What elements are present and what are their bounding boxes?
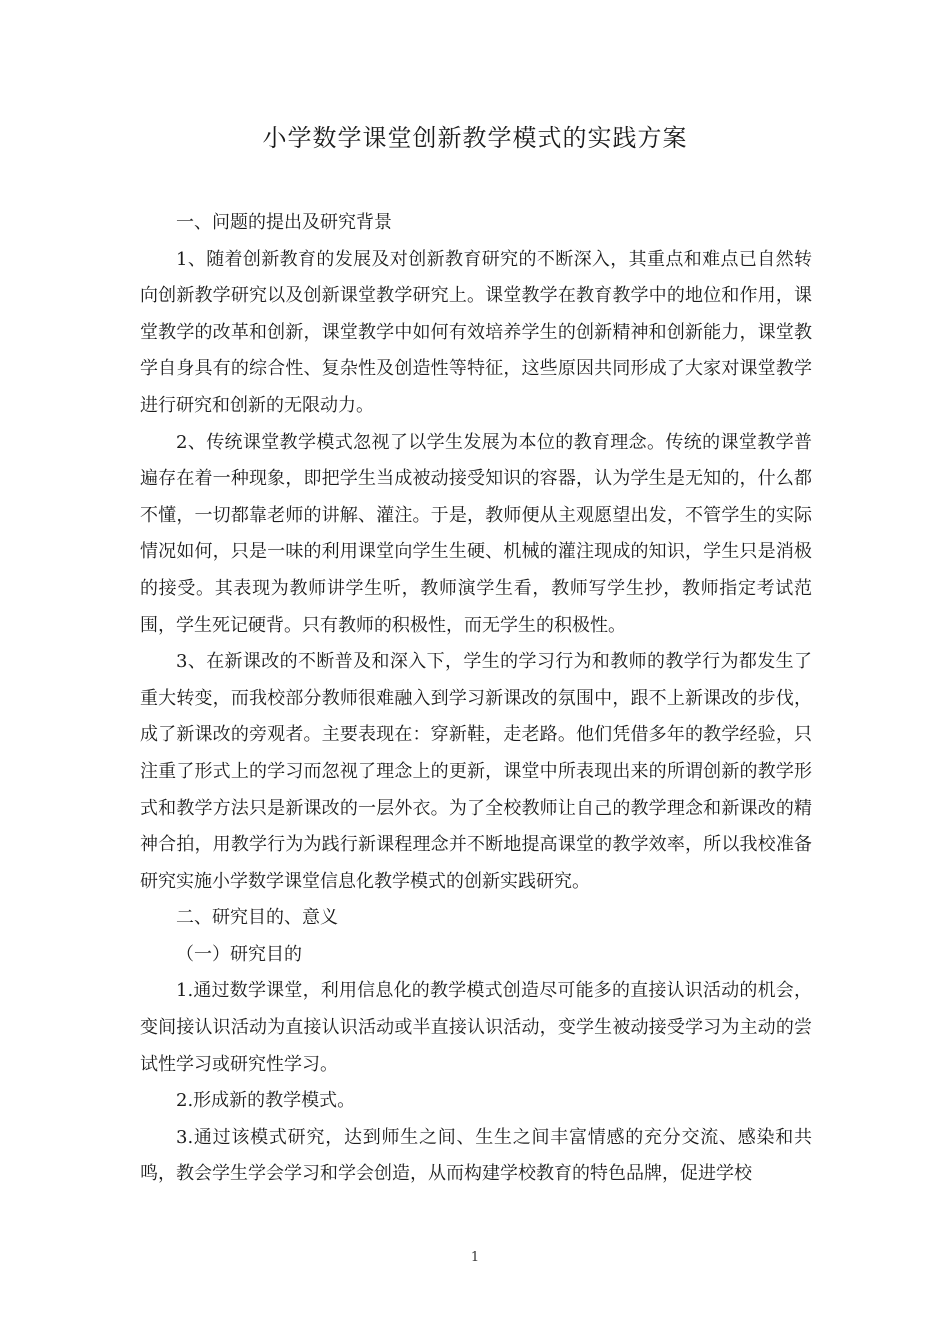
paragraph-purpose-1: 1.通过数学课堂，利用信息化的教学模式创造尽可能多的直接认识活动的机会，变间接认识活动为直接认识活动或半直接认识活动，变学生被动接受学习为主动的尝试性学习或研究性学习。 xyxy=(140,980,812,1075)
section-heading-background: 一、问题的提出及研究背景 xyxy=(176,212,392,233)
document-body xyxy=(140,205,812,1193)
page-number: 1 xyxy=(470,1250,480,1265)
document-title: 小学数学课堂创新教学模式的实践方案 xyxy=(262,124,688,152)
paragraph-purpose-2: 2.形成新的教学模式。 xyxy=(176,1090,356,1112)
paragraph-background-2: 2、传统课堂教学模式忽视了以学生发展为本位的教育理念。传统的课堂教学普遍存在着一种现象，即把学生当成被动接受知识的容器，认为学生是无知的，什么都不懂，一切都靠老师的讲解、灌注。于是，教师便从主观愿望出发，不管学生的实际情况如何，只是一味的利用课堂向学生生硬、机械的灌注现成的知识，学生只是消极的接受。其表现为教师讲学生听，教师演学生看，教师写学生抄，教师指定考试范围，学生死记硬背。只有教师的积极性，而无学生的积极性。 xyxy=(140,431,812,636)
paragraph-background-3: 3、在新课改的不断普及和深入下，学生的学习行为和教师的教学行为都发生了重大转变，而我校部分教师很难融入到学习新课改的氛围中，跟不上新课改的步伐，成了新课改的旁观者。主要表现在：穿新鞋，走老路。他们凭借多年的教学经验，只注重了形式上的学习而忽视了理念上的更新，课堂中所表现出来的所谓创新的教学形式和教学方法只是新课改的一层外衣。为了全校教师让自己的教学理念和新课改的精神合拍，用教学行为为践行新课程理念并不断地提高课堂的教学效率，所以我校准备研究实施小学数学课堂信息化教学模式的创新实践研究。 xyxy=(140,651,812,892)
paragraph-purpose-3: 3.通过该模式研究，达到师生之间、生生之间丰富情感的充分交流、感染和共鸣，教会学生学会学习和学会创造，从而构建学校教育的特色品牌，促进学校 xyxy=(140,1126,812,1185)
subsection-heading-purpose: （一）研究目的 xyxy=(176,943,302,965)
section-heading-purpose: 二、研究目的、意义 xyxy=(176,907,338,929)
paragraph-background-1: 1、随着创新教育的发展及对创新教育研究的不断深入，其重点和难点已自然转向创新教学研究以及创新课堂教学研究上。课堂教学在教育教学中的地位和作用，课堂教学的改革和创新，课堂教学中如何有效培养学生的创新精神和创新能力，课堂教学自身具有的综合性、复杂性及创造性等特征，这些原因共同形成了大家对课堂教学进行研究和创新的无限动力。 xyxy=(140,248,812,416)
